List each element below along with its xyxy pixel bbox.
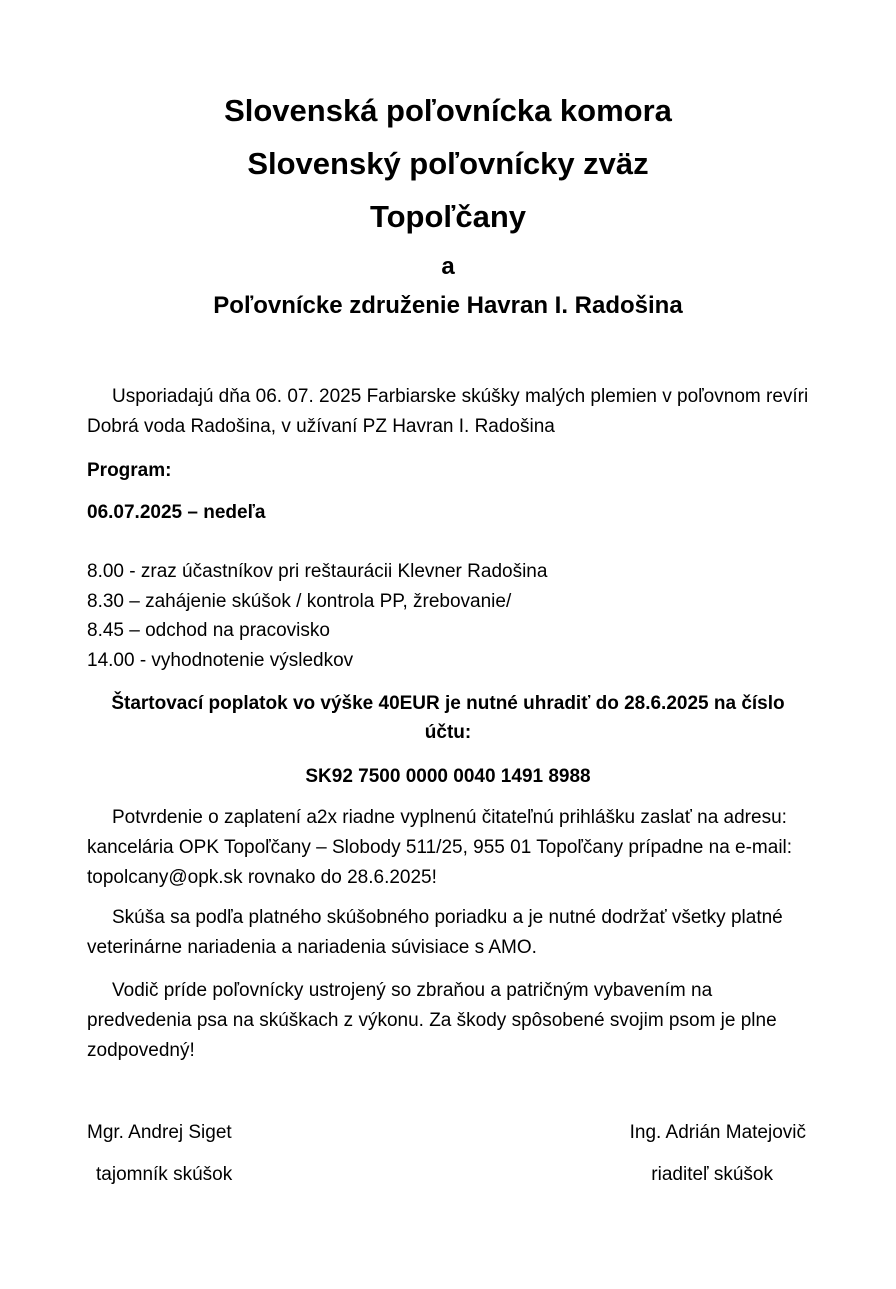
- signature-right-role: riaditeľ skúšok: [651, 1164, 773, 1185]
- header-title-3: Topoľčany: [369, 199, 527, 234]
- program-item: 8.30 – zahájenie skúšok / kontrola PP, žrebovanie/: [87, 591, 512, 612]
- signature-left-role: tajomník skúšok: [96, 1164, 233, 1185]
- header-title-2: Slovenský poľovnícky zväz: [247, 146, 649, 181]
- program-item: 14.00 - vyhodnotenie výsledkov: [87, 650, 354, 671]
- header-organization: Poľovnícke združenie Havran I. Radošina: [213, 292, 683, 319]
- program-heading: Program:: [87, 460, 172, 481]
- program-item: 8.45 – odchod na pracovisko: [87, 620, 330, 641]
- paragraph-rules: Skúša sa podľa platného skúšobného poriadku a je nutné dodržať všetky platné veterinárne nariadenia a nariadenia súvisiace s AMO.: [87, 907, 783, 958]
- program-date: 06.07.2025 – nedeľa: [87, 502, 266, 523]
- fee-notice: Štartovací poplatok vo výške 40EUR je nutné uhradiť do 28.6.2025 na číslo účtu:: [111, 693, 785, 743]
- signature-right-name: Ing. Adrián Matejovič: [629, 1122, 806, 1143]
- intro-paragraph: Usporiadajú dňa 06. 07. 2025 Farbiarske skúšky malých plemien v poľovnom revíri Dobrá voda Radošina, v užívaní PZ Havran I. Radošina: [87, 386, 809, 437]
- account-number: SK92 7500 0000 0040 1491 8988: [305, 766, 591, 787]
- header-conjunction: a: [441, 253, 455, 280]
- signature-left-name: Mgr. Andrej Siget: [87, 1122, 232, 1143]
- paragraph-handler: Vodič príde poľovnícky ustrojený so zbraňou a patričným vybavením na predvedenia psa na skúškach z výkonu. Za škody spôsobené svojim psom je plne zodpovedný!: [87, 980, 777, 1061]
- header-title-1: Slovenská poľovnícka komora: [224, 93, 672, 128]
- paragraph-payment: Potvrdenie o zaplatení a2x riadne vyplnenú čitateľnú prihlášku zaslať na adresu: kancelária OPK Topoľčany – Slobody 511/25, 955 01 Topoľčany prípadne na e-mail: topolcany@opk.sk rovnako do 28.6.2025!: [87, 807, 793, 888]
- program-item: 8.00 - zraz účastníkov pri reštaurácii Klevner Radošina: [87, 561, 548, 582]
